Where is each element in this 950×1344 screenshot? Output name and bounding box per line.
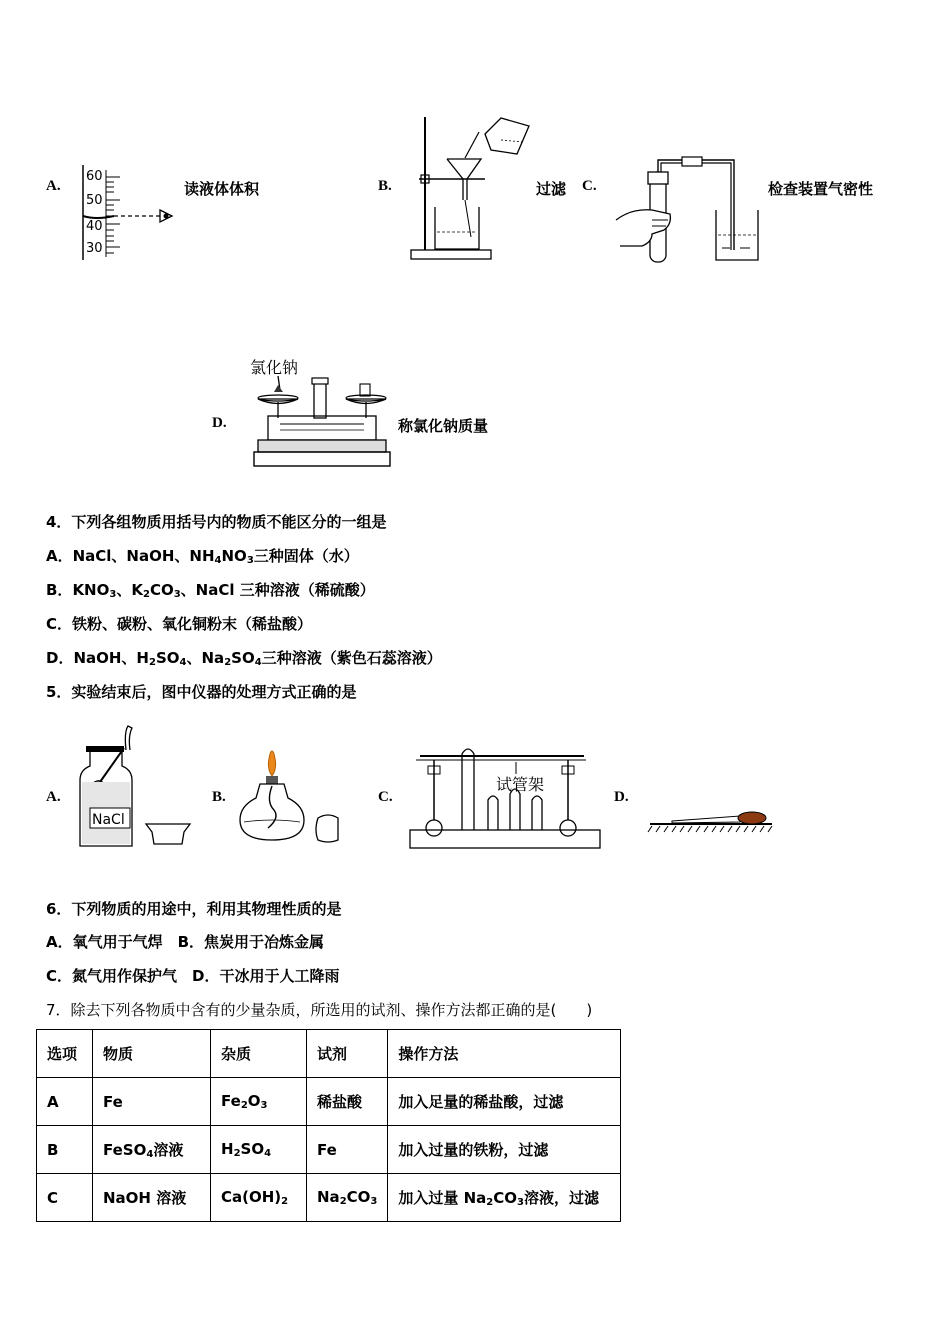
table-cell: Fe xyxy=(93,1078,211,1126)
q3-option-a-label: A. xyxy=(46,178,61,194)
q7-stem: 7．除去下列各物质中含有的少量杂质，所选用的试剂、操作方法都正确的是( ) xyxy=(46,1001,593,1019)
table-header-row xyxy=(37,1030,621,1078)
table-header-cell: 选项 xyxy=(37,1030,93,1078)
q6-options-line-1: A．氧气用于气焊 B．焦炭用于冶炼金属 xyxy=(46,933,325,951)
q5-option-d-label: D. xyxy=(614,789,629,805)
table-cell: 加入过量的铁粉，过滤 xyxy=(388,1126,621,1174)
q4-option-d: D．NaOH、$H_2SO_4$、$Na_2SO_4$三种溶液（紫色石蕊溶液） xyxy=(46,649,442,668)
table-cell: 加入足量的稀盐酸，过滤 xyxy=(388,1078,621,1126)
table-cell: NaOH 溶液 xyxy=(93,1174,211,1222)
reagent-bottle-figure xyxy=(76,722,196,852)
nacl-tag: NaCl xyxy=(92,812,125,828)
q4-stem: 4．下列各组物质用括号内的物质不能区分的一组是 xyxy=(46,513,387,531)
table-header-cell: 试剂 xyxy=(307,1030,388,1078)
alcohol-lamp-figure xyxy=(240,742,350,852)
q4-option-c: C．铁粉、碳粉、氧化铜粉末（稀盐酸） xyxy=(46,615,313,633)
table-row xyxy=(37,1078,621,1126)
test-tube-rack-tag: 试管架 xyxy=(496,775,545,794)
balance-figure xyxy=(250,352,390,470)
table-cell: B xyxy=(37,1126,93,1174)
q4-option-a: A．NaCl、NaOH、$NH_4NO_3$三种固体（水） xyxy=(46,547,359,566)
q5-option-b-label: B. xyxy=(212,789,226,805)
q7-table xyxy=(36,1029,621,1222)
table-row xyxy=(37,1126,621,1174)
table-cell: 加入过量 $Na_2CO_3$溶液，过滤 xyxy=(388,1174,621,1222)
table-cell: Fe xyxy=(307,1126,388,1174)
table-cell: FeSO$_4$溶液 xyxy=(93,1126,211,1174)
cylinder-scale-50: 50 xyxy=(86,193,103,208)
table-header-cell: 杂质 xyxy=(211,1030,307,1078)
q3-option-d-caption: 称氯化钠质量 xyxy=(398,417,489,435)
cylinder-scale-60: 60 xyxy=(86,169,103,184)
table-cell: C xyxy=(37,1174,93,1222)
cylinder-scale-30: 30 xyxy=(86,241,103,256)
q3-option-d-label: D. xyxy=(212,415,227,431)
table-header-cell: 物质 xyxy=(93,1030,211,1078)
test-tube-rack-figure xyxy=(406,744,606,852)
q5-option-c-label: C. xyxy=(378,789,393,805)
table-cell: $Fe_2O_3$ xyxy=(211,1078,307,1126)
q6-options-line-2: C．氮气用作保护气 D．干冰用于人工降雨 xyxy=(46,967,340,985)
graduated-cylinder-figure xyxy=(76,160,186,265)
sodium-chloride-tag: 氯化钠 xyxy=(250,358,299,377)
table-header-cell: 操作方法 xyxy=(388,1030,621,1078)
q4-option-b: B．$KNO_3$、$K_2CO_3$、NaCl 三种溶液（稀硫酸） xyxy=(46,581,375,600)
q3-option-c-caption: 检查装置气密性 xyxy=(768,180,874,198)
airtightness-check-figure xyxy=(612,150,772,265)
q5-stem: 5．实验结束后，图中仪器的处理方式正确的是 xyxy=(46,683,357,701)
filtration-apparatus-figure xyxy=(405,112,535,264)
cylinder-scale-40: 40 xyxy=(86,219,103,234)
q3-option-b-caption: 过滤 xyxy=(536,180,567,198)
table-cell: $H_2SO_4$ xyxy=(211,1126,307,1174)
q3-option-b-label: B. xyxy=(378,178,392,194)
q3-option-c-label: C. xyxy=(582,178,597,194)
q5-option-a-label: A. xyxy=(46,789,61,805)
table-cell: $Ca(OH)_2$ xyxy=(211,1174,307,1222)
table-cell: 稀盐酸 xyxy=(307,1078,388,1126)
q6-stem: 6．下列物质的用途中，利用其物理性质的是 xyxy=(46,900,342,918)
q3-option-a-caption: 读液体体积 xyxy=(184,180,260,198)
dropper-figure xyxy=(648,804,778,834)
table-cell: $Na_2CO_3$ xyxy=(307,1174,388,1222)
table-cell: A xyxy=(37,1078,93,1126)
table-row xyxy=(37,1174,621,1222)
